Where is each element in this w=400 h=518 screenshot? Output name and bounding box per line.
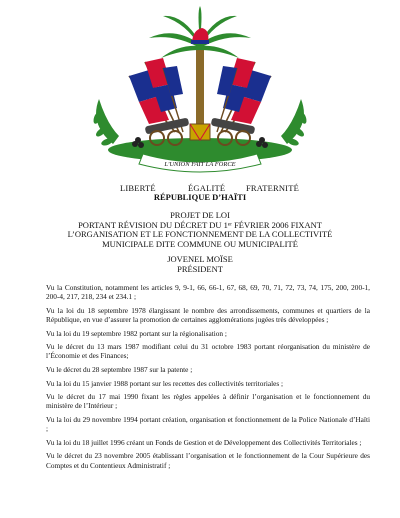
- president-block: [0, 255, 400, 274]
- drum-icon: [190, 124, 210, 140]
- preamble-paragraph: Vu la loi du 15 janvier 1988 portant sur les recettes des collectivités territoriales ;: [46, 378, 284, 388]
- motto-liberte: LIBERTÉ: [120, 183, 156, 193]
- preamble-paragraph: Vu le décret du 28 septembre 1987 sur la patente ;: [46, 364, 193, 374]
- motto-fraternite: FRATERNITÉ: [246, 183, 299, 193]
- haiti-coat-of-arms: [79, 4, 321, 174]
- preamble-paragraph: Vu la loi du 19 septembre 1982 portant sur la régionalisation ;: [46, 328, 227, 338]
- president-role: PRÉSIDENT: [177, 263, 223, 274]
- bill-title-line: L’ORGANISATION ET LE FONCTIONNEMENT DE LA COLLECTIVITÉ: [67, 229, 333, 239]
- liberty-cap-icon: [191, 28, 209, 44]
- bill-title-line: MUNICIPALE DITE COMMUNE OU MUNICIPALITÉ: [102, 238, 298, 249]
- preamble-paragraph: Vu la loi du 29 novembre 1994 portant création, organisation et fonctionnement de la Police Nationale d’Haïti ;: [46, 414, 370, 434]
- bill-title: [0, 211, 400, 249]
- president-name: JOVENEL MOÏSE: [167, 254, 233, 264]
- preamble-paragraph: Vu la loi du 18 septembre 1978 élargissant le nombre des arrondissements, communes et quartiers de la République, en vue d’assurer la promotion de certaines agglomérations jugées très développées ;: [46, 305, 370, 324]
- bill-title-line: PROJET DE LOI: [170, 210, 230, 220]
- preamble-paragraph: Vu le décret du 13 mars 1987 modifiant celui du 31 octobre 1983 portant réorganisation du ministère de l’Économie et des Finances;: [46, 342, 370, 361]
- preamble: [46, 283, 370, 474]
- preamble-paragraph: Vu la Constitution, notamment les articles 9, 9-1, 66, 66-1, 67, 68, 69, 70, 71, 72, 73, 74, 175, 200, 200-1, 200-4, 217, 218, 234 et 234.1 ;: [46, 283, 370, 302]
- preamble-paragraph: Vu la loi du 18 juillet 1996 créant un Fonds de Gestion et de Développement des Collectivités Territoriales ;: [46, 437, 362, 447]
- bill-title-line: PORTANT RÉVISION DU DÉCRET DU 1ᵉʳ FÉVRIER 2006 FIXANT: [78, 219, 322, 230]
- preamble-paragraph: Vu le décret du 23 novembre 2005 établissant l’organisation et le fonctionnement de la Cour Supérieure des Comptes et du Contentieux Administratif ;: [46, 451, 370, 470]
- motto-egalite: ÉGALITÉ: [188, 183, 226, 193]
- svg-text:L'UNION FAIT LA FORCE: L'UNION FAIT LA FORCE: [164, 161, 236, 168]
- republic-heading: RÉPUBLIQUE D’HAÏTI: [153, 192, 247, 202]
- preamble-paragraph: Vu le décret du 17 mai 1990 fixant les règles appelées à définir l’organisation et le fonctionnement du ministère de l’Intérieur ;: [46, 392, 370, 411]
